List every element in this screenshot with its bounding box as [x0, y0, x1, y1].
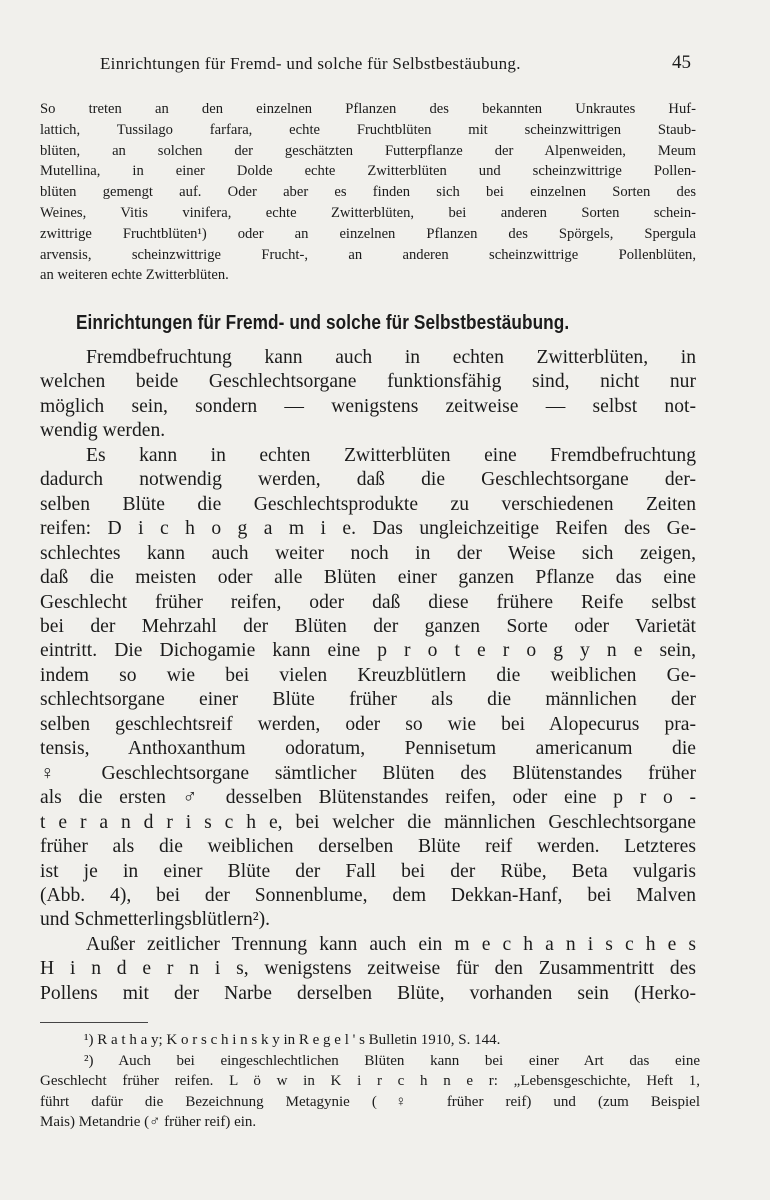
text-line: Geschlecht früher reifen, oder daß diese frühere Reife selbst: [40, 591, 696, 613]
text-line: zwittrige Fruchtblüten¹) oder an einzelnen Pflanzen des Spörgels, Spergula: [40, 225, 696, 242]
text-line: schlechtsorgane einer Blüte früher als die männlichen der: [40, 689, 696, 711]
text-line: t e r a n d r i s c h e, bei welcher die männlichen Geschlechtsorgane: [40, 811, 696, 833]
text-line: welchen beide Geschlechtsorgane funktionsfähig sind, nicht nur: [40, 371, 696, 393]
text-line: und Schmetterlingsblütlern²).: [40, 909, 271, 931]
text-line: Pollens mit der Narbe derselben Blüte, vorhanden sein (Herko-: [40, 982, 696, 1004]
footnote-divider: [40, 1022, 148, 1023]
footnote-line: Geschlecht früher reifen. L ö w in K i r c h n e r: „Lebensgeschichte, Heft 1,: [40, 1073, 700, 1090]
intro-paragraph: [40, 99, 696, 286]
text-line: lattich, Tussilago farfara, echte Fruchtblüten mit scheinzwittrigen Staub-: [40, 121, 696, 138]
text-line: arvensis, scheinzwittrige Frucht-, an anderen scheinzwittrige Pollenblüten,: [40, 246, 696, 263]
text-line: an weiteren echte Zwitterblüten.: [40, 267, 229, 284]
text-line: (Abb. 4), bei der Sonnenblume, dem Dekkan-Hanf, bei Malven: [40, 884, 696, 906]
page-number: 45: [672, 52, 691, 73]
text-line: Fremdbefruchtung kann auch in echten Zwitterblüten, in: [86, 347, 696, 368]
text-line: selben Blüte die Geschlechtsprodukte zu verschiedenen Zeiten: [40, 493, 696, 515]
text-line: indem so wie bei vielen Kreuzblütlern die weiblichen Ge-: [40, 664, 696, 686]
text-line: möglich sein, sondern — wenigstens zeitweise — selbst not-: [40, 395, 696, 417]
text-line: dadurch notwendig werden, daß die Geschlechtsorgane der-: [40, 469, 696, 491]
running-head: Einrichtungen für Fremd- und solche für Selbstbestäubung.: [100, 54, 521, 73]
text-line: So treten an den einzelnen Pflanzen des bekannten Unkrautes Huf-: [40, 101, 696, 117]
section-body: [40, 346, 696, 1006]
text-line: blüten gemengt auf. Oder aber es finden sich bei einzelnen Sorten des: [40, 184, 696, 201]
footnote-line: führt dafür die Bezeichnung Metagynie (♀ früher reif) und (zum Beispiel: [40, 1093, 700, 1110]
text-line: daß die meisten oder alle Blüten einer ganzen Pflanze das eine: [40, 567, 696, 589]
text-line: selben geschlechtsreif werden, oder so wie bei Alopecurus pra-: [40, 713, 696, 735]
text-line: früher als die weiblichen derselben Blüte reif werden. Letzteres: [40, 836, 696, 858]
footnote-line: ¹) R a t h a y; K o r s c h i n s k y in R e g e l ' s Bulletin 1910, S. 144.: [84, 1032, 501, 1048]
text-line: als die ersten ♂ desselben Blütenstandes reifen, oder eine p r o -: [40, 787, 696, 809]
text-line: blüten, an solchen der geschätzten Futterpflanze der Alpenweiden, Meum: [40, 142, 696, 159]
text-line: reifen: D i c h o g a m i e. Das ungleichzeitige Reifen des Ge-: [40, 518, 696, 540]
text-line: H i n d e r n i s, wenigstens zeitweise für den Zusammentritt des: [40, 958, 696, 980]
footnote-line: Mais) Metandrie (♂ früher reif) ein.: [40, 1114, 257, 1131]
text-line: tensis, Anthoxanthum odoratum, Pennisetum americanum die: [40, 738, 696, 760]
text-line: wendig werden.: [40, 420, 166, 442]
text-line: Es kann in echten Zwitterblüten eine Fremdbefruchtung: [86, 444, 696, 466]
footnote-line: ²) Auch bei eingeschlechtlichen Blüten kann bei einer Art das eine: [84, 1052, 700, 1069]
footnotes: [40, 1030, 700, 1133]
text-line: Mutellina, in einer Dolde echte Zwitterblüten und scheinzwittrige Pollen-: [40, 163, 696, 180]
text-line: Weines, Vitis vinifera, echte Zwitterblüten, bei anderen Sorten schein-: [40, 204, 696, 221]
text-line: ist je in einer Blüte der Fall bei der Rübe, Beta vulgaris: [40, 860, 696, 882]
text-line: eintritt. Die Dichogamie kann eine p r o t e r o g y n e sein,: [40, 640, 696, 662]
text-line: bei der Mehrzahl der Blüten der ganzen Sorte oder Varietät: [40, 615, 696, 637]
text-line: ♀ Geschlechtsorgane sämtlicher Blüten des Blütenstandes früher: [40, 762, 696, 784]
section-heading: Einrichtungen für Fremd- und solche für Selbstbestäubung.: [76, 312, 570, 334]
text-line: Außer zeitlicher Trennung kann auch ein m e c h a n i s c h e s: [86, 933, 696, 955]
text-line: schlechtes kann auch weiter noch in der Weise sich zeigen,: [40, 542, 696, 564]
